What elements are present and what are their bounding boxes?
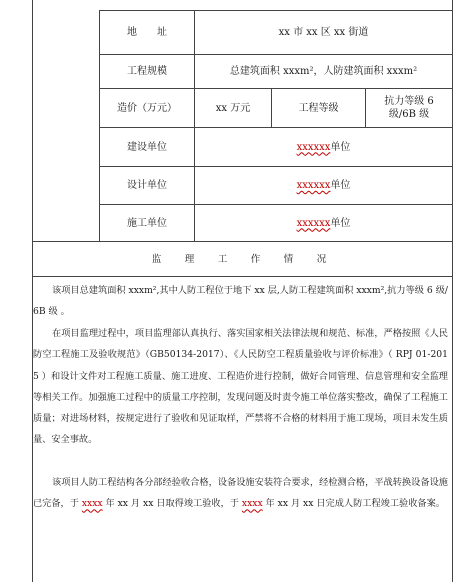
scale-value (195, 55, 452, 88)
row-line-7 (32, 276, 453, 277)
contractor-label (100, 205, 194, 241)
cost-value (195, 89, 271, 127)
designer-label (100, 167, 194, 204)
scale-label-text: 工程规模 (127, 66, 167, 77)
builder-label (100, 128, 194, 166)
builder-label-text: 建设单位 (127, 141, 167, 153)
cost-label-text: 造价（万元） (117, 102, 177, 114)
designer-suffix: 单位 (330, 180, 351, 191)
builder-name-placeholder: xxxxxx (296, 141, 331, 153)
designer-label-text: 设计单位 (127, 180, 167, 191)
contractor-name-placeholder: xxxxxx (296, 217, 331, 229)
acceptance-year-2: xxxx (241, 498, 263, 510)
acceptance-text-3: 年 xx 月 xx 日完成人防工程竣工验收备案。 (262, 498, 445, 510)
grade-label-text: 工程等级 (298, 102, 339, 114)
section-title-text: 监 理 工 作 情 况 (151, 253, 334, 265)
address-value-text: xx 市 xx 区 xx 街道 (278, 27, 369, 38)
cost-label (100, 89, 194, 127)
paragraph-acceptance (33, 472, 448, 515)
acceptance-text-2: 年 xx 月 xx 日取得竣工验收，于 (102, 498, 242, 510)
scale-label (100, 55, 194, 88)
contractor-suffix: 单位 (330, 217, 351, 229)
scale-value-text: 总建筑面积 xxxm²，人防建筑面积 xxxm² (229, 66, 418, 77)
designer-name-placeholder: xxxxxx (296, 180, 331, 191)
address-label-text: 地 址 (127, 27, 167, 38)
designer-value (195, 167, 452, 204)
acceptance-text-1: 该项目人防工程结构各分部经验收合格，设备设施安装符合要求，经检测合格，平战转换设备设施已完备，于 (33, 477, 448, 510)
grade-value (366, 89, 452, 127)
paragraph-overview: 该项目总建筑面积 xxxm²,其中人防工程位于地下 xx 层,人防工程建筑面积 xxxm²,抗力等级 6 级/6B 级 。 (33, 285, 448, 318)
grade-label (272, 89, 365, 127)
table-right-border (452, 0, 453, 582)
acceptance-year-1: xxxx (81, 498, 103, 510)
builder-value (195, 128, 452, 166)
builder-suffix: 单位 (330, 141, 351, 153)
address-label (100, 11, 194, 54)
section-title (33, 242, 452, 276)
contractor-value (195, 205, 452, 241)
cost-value-text: xx 万元 (215, 102, 251, 114)
address-value (195, 11, 452, 54)
grade-value-text: 抗力等级 6 级/6B 级 (384, 96, 434, 120)
paragraph-process: 在项目监理过程中，项目监理部认真执行、落实国家相关法律法规和规范、标准，严格按照《人民防空工程施工及验收规范》（GB50134-2017）、《人民防空工程质量验收与评价标准》（ RPJ 01-2015 ）和设计文件对工程施工质量、施工进度、工程造价进行控制，做好合同管理、信息管理和安全监理等相关工作。加强施工过程中的质量工序控制，发现问题及时责令施工单位落实整改，确保了工程施工质量；对进场材料，按规定进行了验收和见证取样，严禁将不合格的材料用于施工现场，项目未发生质量、安全事故。 (33, 328, 448, 446)
contractor-label-text: 施工单位 (127, 217, 167, 229)
